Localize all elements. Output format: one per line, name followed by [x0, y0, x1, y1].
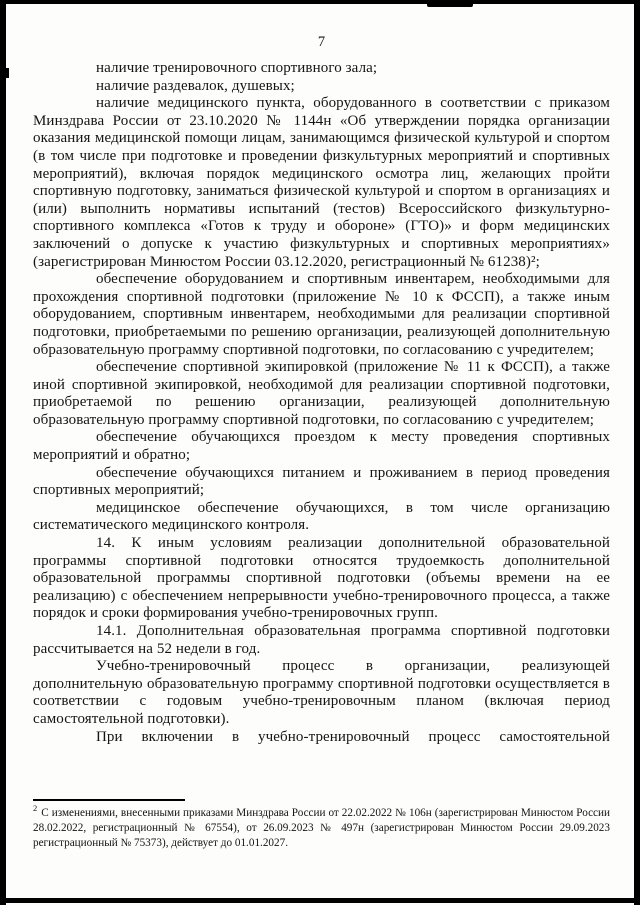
- paragraph: наличие раздевалок, душевых;: [96, 77, 295, 94]
- paragraph: обеспечение обучающихся проездом к месту проведения спортивных мероприятий и обратно;: [33, 429, 610, 464]
- page-border-top: [0, 0, 640, 4]
- footnote: [33, 803, 610, 850]
- paragraph: наличие медицинского пункта, оборудованного в соответствии с приказом Минздрава России от 23.10.2020 № 1144н «Об утверждении порядка организации оказания медицинской помощи лицам, занимающимся физической культурой и спортом (в том числе при подготовке и проведении физкультурных мероприятий и спортивных мероприятий), включая порядок медицинского осмотра лиц, желающих пройти спортивную подготовку, заниматься физической культурой и спортом в организациях и (или) выполнить нормативы испытаний (тестов) Всероссийского физкультурно-спортивного комплекса «Готов к труду и обороне» (ГТО)» и форм медицинских заключений о допуске к участию физкультурных и спортивных мероприятиях» (зарегистрирован Минюстом России 03.12.2020, регистрационный № 61238)²;: [33, 95, 610, 270]
- paragraph: Учебно-тренировочный процесс в организации, реализующей дополнительную образовательную программу спортивной подготовки осуществляется в соответствии с годовым учебно-тренировочным планом (включая период самостоятельной подготовки).: [33, 658, 610, 727]
- paragraph: 14. К иным условиям реализации дополнительной образовательной программы спортивной подготовки относятся трудоемкость дополнительной образовательной программы спортивной подготовки (объемы времени на ее реализацию) с обеспечением непрерывности учебно-тренировочного процесса, а также порядок и сроки формирования учебно-тренировочных групп.: [33, 535, 610, 622]
- paragraph: обеспечение обучающихся питанием и проживанием в период проведения спортивных мероприятий;: [33, 464, 610, 499]
- paragraph: 14.1. Дополнительная образовательная программа спортивной подготовки рассчитывается на 52 недели в год.: [33, 623, 610, 657]
- page-border-right: [634, 0, 640, 905]
- scan-artifact: [427, 0, 473, 7]
- body-text: [33, 34, 610, 798]
- footnote-text: С изменениями, внесенными приказами Минздрава России от 22.02.2022 № 106н (зарегистрирован Минюстом России 28.02.2022, регистрационный № 67554), от 26.09.2023 № 497н (зарегистрирован Минюстом России 29.09.2023 регистрационный № 75373), действует до 01.01.2027.: [33, 807, 610, 849]
- paragraph: наличие тренировочного спортивного зала;: [96, 60, 378, 76]
- page-number: 7: [317, 34, 326, 50]
- footnote-separator: [33, 799, 185, 801]
- page-border-left: [0, 0, 6, 905]
- paragraph: обеспечение спортивной экипировкой (приложение № 11 к ФССП), а также иной спортивной экипировкой, необходимой для реализации спортивной подготовки, приобретаемой по решению организации, реализующей дополнительную образовательную программу спортивной подготовки, по согласованию с учредителем;: [33, 359, 610, 428]
- paragraph: обеспечение оборудованием и спортивным инвентарем, необходимыми для прохождения спортивной подготовки (приложение № 10 к ФССП), а также иным оборудованием, спортивным инвентарем, необходимыми для реализации спортивной подготовки, приобретаемыми по решению организации, реализующей дополнительную образовательную программу спортивной подготовки, по согласованию с учредителем;: [33, 271, 610, 358]
- page-border-bottom: [0, 898, 640, 903]
- paragraph: медицинское обеспечение обучающихся, в том числе организацию систематического медицинского контроля.: [33, 499, 610, 534]
- paragraph: При включении в учебно-тренировочный процесс самостоятельной: [96, 728, 610, 745]
- footnote-marker: 2: [33, 803, 38, 814]
- scan-artifact: [6, 68, 9, 78]
